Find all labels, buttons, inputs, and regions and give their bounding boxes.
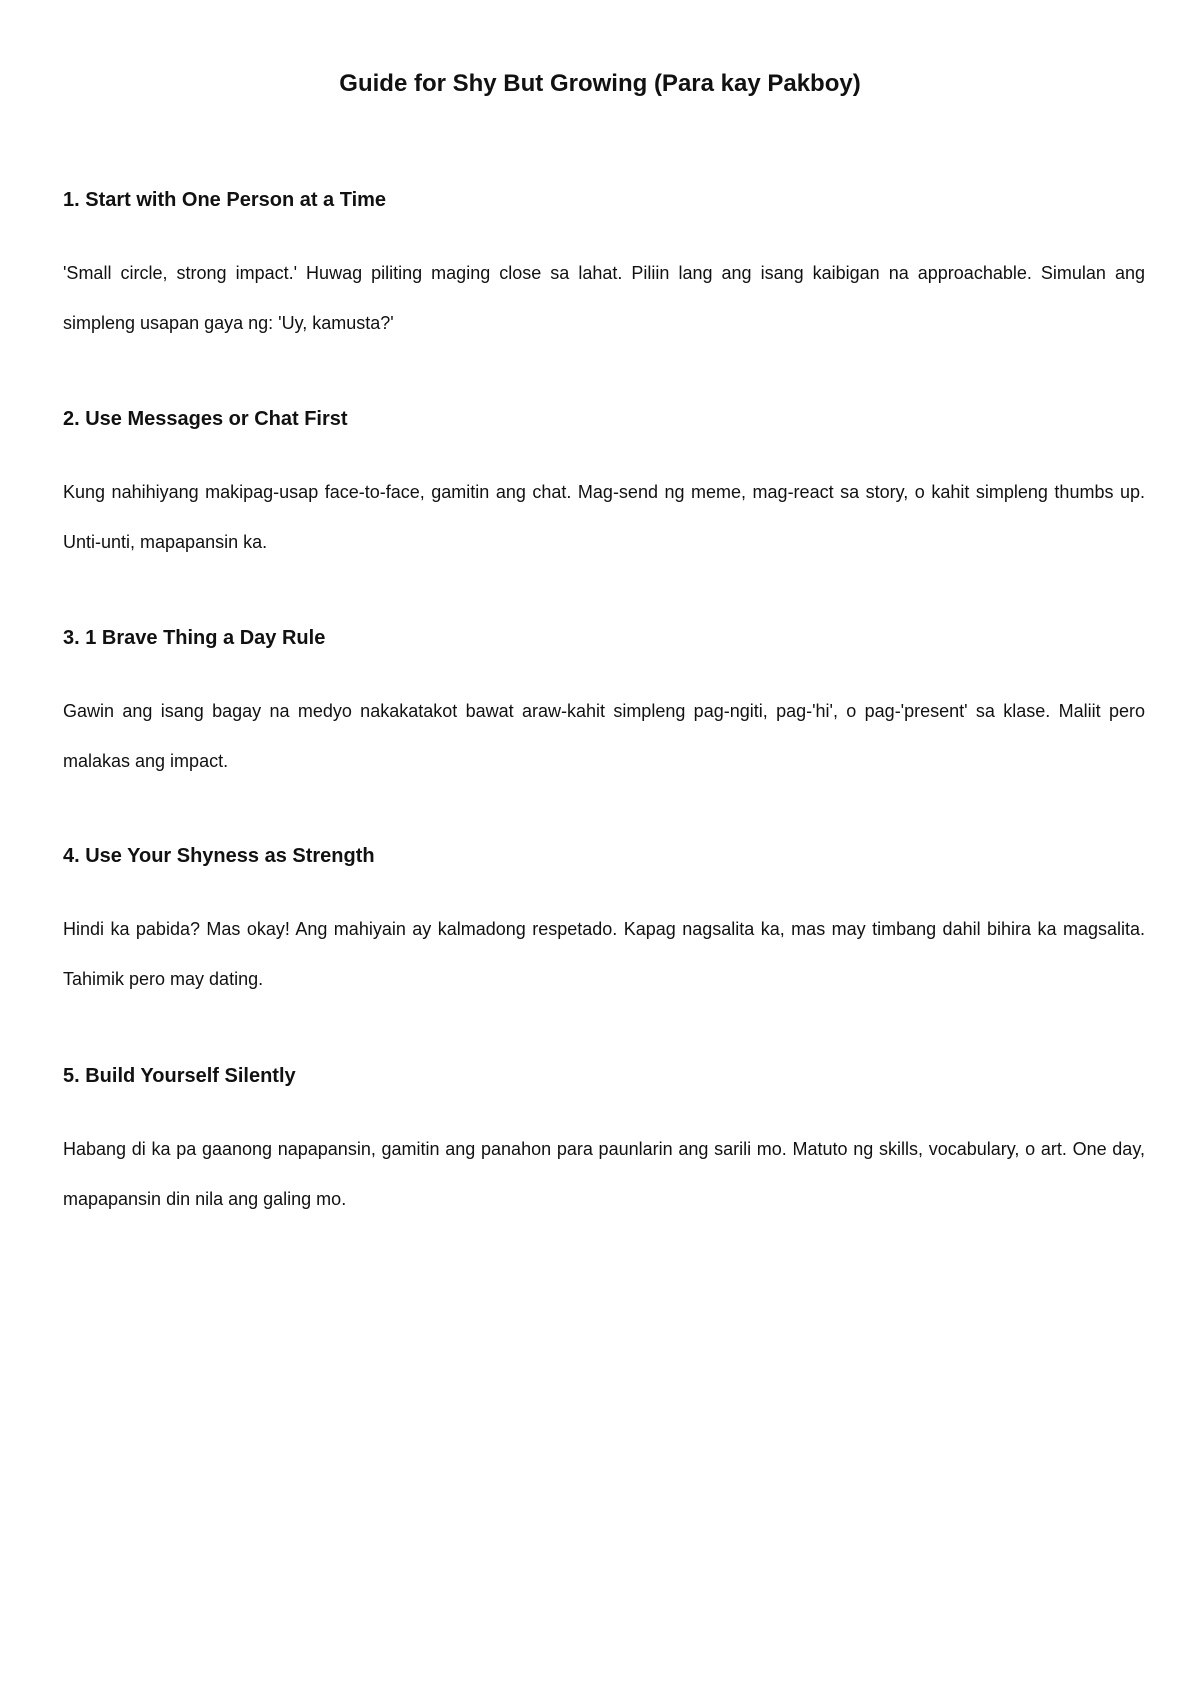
section-body: Kung nahihiyang makipag-usap face-to-face, gamitin ang chat. Mag-send ng meme, mag-react sa story, o kahit simpleng thumbs up. Unti-unti, mapapansin ka. bbox=[63, 482, 1145, 552]
section-1 bbox=[63, 188, 1145, 348]
section-heading: 5. Build Yourself Silently bbox=[63, 1065, 296, 1087]
section-heading: 1. Start with One Person at a Time bbox=[63, 189, 387, 211]
section-heading: 2. Use Messages or Chat First bbox=[63, 408, 348, 430]
section-body: Habang di ka pa gaanong napapansin, gamitin ang panahon para paunlarin ang sarili mo. Matuto ng skills, vocabulary, o art. One day, mapapansin din nila ang galing mo. bbox=[63, 1139, 1145, 1209]
section-5 bbox=[63, 1064, 1145, 1224]
section-3 bbox=[63, 626, 1145, 786]
section-2 bbox=[63, 407, 1145, 567]
document-title: Guide for Shy But Growing (Para kay Pakboy) bbox=[339, 70, 861, 97]
section-heading: 4. Use Your Shyness as Strength bbox=[63, 845, 375, 867]
section-4 bbox=[63, 844, 1145, 1004]
section-body: Gawin ang isang bagay na medyo nakakatakot bawat araw-kahit simpleng pag-ngiti, pag-'hi', o pag-'present' sa klase. Maliit pero malakas ang impact. bbox=[63, 701, 1145, 771]
section-body: 'Small circle, strong impact.' Huwag piliting maging close sa lahat. Piliin lang ang isang kaibigan na approachable. Simulan ang simpleng usapan gaya ng: 'Uy, kamusta?' bbox=[63, 263, 1145, 333]
section-body: Hindi ka pabida? Mas okay! Ang mahiyain ay kalmadong respetado. Kapag nagsalita ka, mas may timbang dahil bihira ka magsalita. Tahimik pero may dating. bbox=[63, 919, 1145, 989]
section-heading: 3. 1 Brave Thing a Day Rule bbox=[63, 627, 326, 649]
